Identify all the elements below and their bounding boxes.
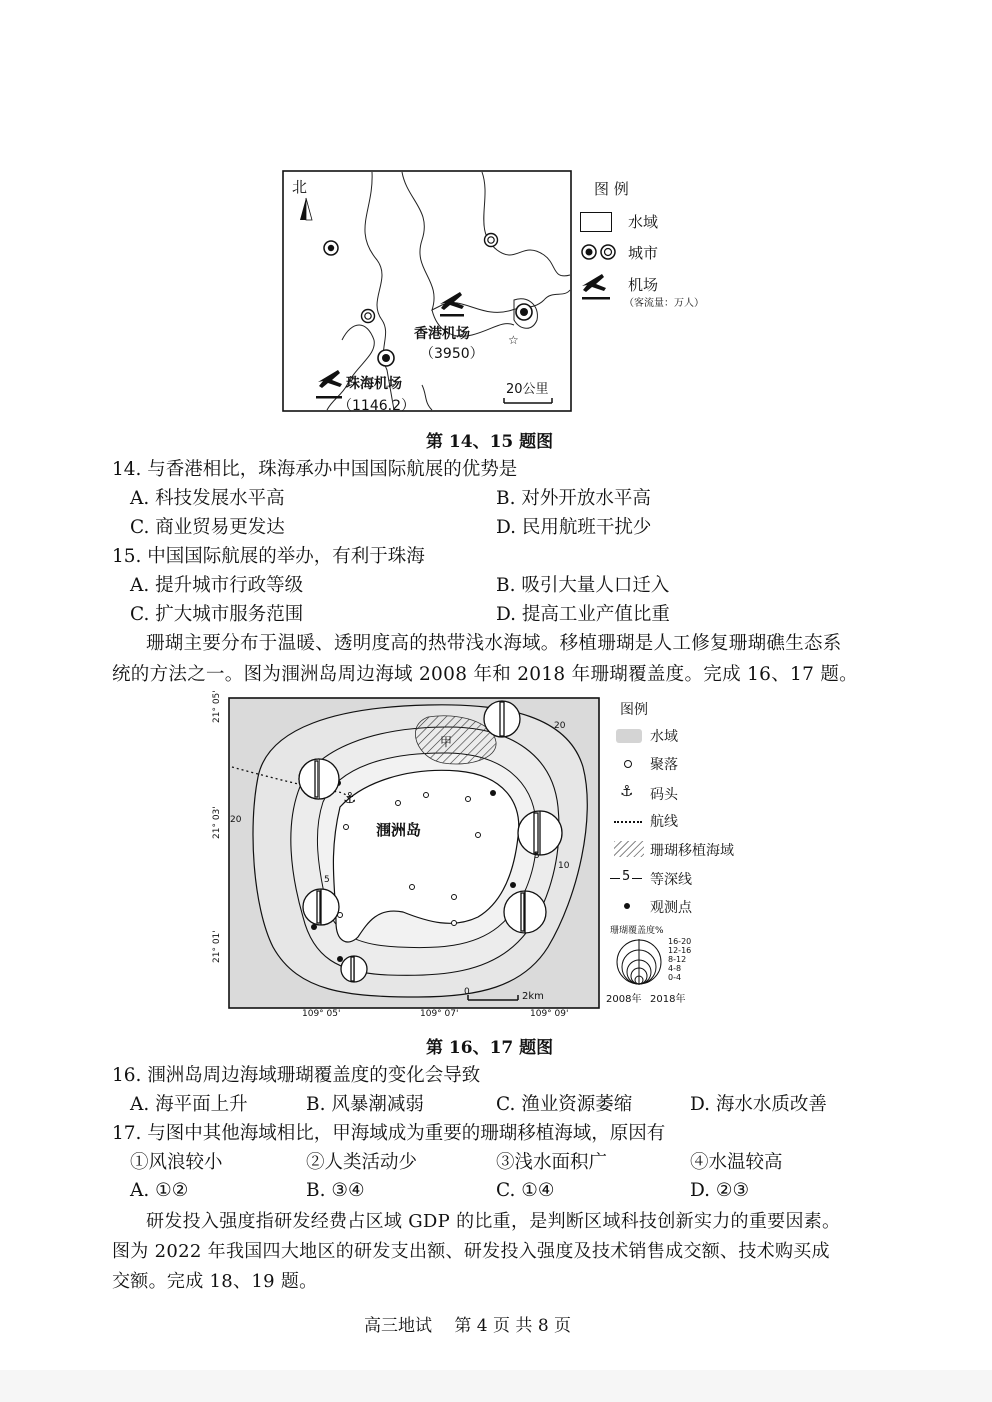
q16-stem: 16. 涠洲岛周边海域珊瑚覆盖度的变化会导致 xyxy=(112,1065,481,1086)
q17-stem: 17. 与图中其他海域相比，甲海域成为重要的珊瑚移植海域，原因有 xyxy=(112,1123,666,1144)
village-legend-icon xyxy=(624,760,632,768)
intro-18-19-line3: 交额。完成 18、19 题。 xyxy=(112,1271,318,1292)
q16-option-d: D. 海水水质改善 xyxy=(690,1094,827,1115)
q14-option-c: C. 商业贸易更发达 xyxy=(130,517,285,538)
contour-label-10: 10 xyxy=(558,861,570,871)
legend-title: 图 例 xyxy=(594,180,629,198)
city-legend-icon xyxy=(580,242,620,262)
figure-16-17-map xyxy=(212,690,600,1019)
q16-option-c: C. 渔业资源萎缩 xyxy=(496,1094,633,1115)
coverage-class-3: 8-12 xyxy=(668,955,687,964)
q15-option-a: A. 提升城市行政等级 xyxy=(130,575,304,596)
legend2-village: 聚落 xyxy=(650,757,678,773)
jia-label: 甲 xyxy=(440,735,453,749)
q17-item-3: ③浅水面积广 xyxy=(496,1152,608,1173)
island-label: 涠洲岛 xyxy=(376,821,422,839)
contour-label-20-top: 20 xyxy=(554,721,566,731)
obs-legend-icon xyxy=(624,903,630,909)
water-swatch xyxy=(580,212,612,232)
scale-2km: 2km xyxy=(522,991,544,1002)
lat-label-1: 21° 05' xyxy=(212,690,222,723)
q17-item-2: ②人类活动少 xyxy=(306,1152,418,1173)
hk-airport-label: 香港机场 xyxy=(414,326,470,342)
legend-airport-note: （客流量：万人） xyxy=(624,298,704,309)
contour-legend-num: 5 xyxy=(622,869,631,884)
q14-option-d: D. 民用航班干扰少 xyxy=(496,517,652,538)
figure-16-17-legend xyxy=(606,697,776,1009)
legend2-pier: 码头 xyxy=(650,787,678,803)
year-2018-label: 2018年 xyxy=(650,994,686,1005)
pier-legend-icon: ⚓ xyxy=(620,782,634,800)
legend2-route: 航线 xyxy=(650,814,678,830)
contour-label-5-left: 5 xyxy=(324,875,330,885)
water-swatch-2 xyxy=(616,729,642,743)
legend-city: 城市 xyxy=(628,244,659,262)
hk-airport-value: （3950） xyxy=(420,346,484,362)
coverage-class-4: 4-8 xyxy=(668,964,682,973)
q14-stem: 14. 与香港相比，珠海承办中国国际航展的优势是 xyxy=(112,459,518,480)
contour-label-20-left: 20 xyxy=(230,815,242,825)
figure-14-15-legend xyxy=(578,176,718,316)
q15-stem: 15. 中国国际航展的举办，有利于珠海 xyxy=(112,546,425,567)
lon-label-3: 109° 09' xyxy=(530,1009,569,1019)
svg-text:☆: ☆ xyxy=(508,333,519,347)
figure-14-15-caption: 第 14、15 题图 xyxy=(426,432,554,452)
legend-water: 水域 xyxy=(628,213,659,231)
q14-option-b: B. 对外开放水平高 xyxy=(496,488,651,509)
q15-option-d: D. 提高工业产值比重 xyxy=(496,604,670,625)
q17-option-b: B. ③④ xyxy=(306,1180,365,1201)
q16-option-a: A. 海平面上升 xyxy=(130,1094,248,1115)
scale-label: 20公里 xyxy=(506,382,549,397)
legend2-contour: 等深线 xyxy=(650,872,692,888)
q14-option-a: A. 科技发展水平高 xyxy=(130,488,285,509)
q15-option-b: B. 吸引大量人口迁入 xyxy=(496,575,670,596)
north-label: 北 xyxy=(292,178,308,196)
intro-16-17-line2: 统的方法之一。图为涠洲岛周边海域 2008 年和 2018 年珊瑚覆盖度。完成 16、17 题。 xyxy=(112,664,858,685)
legend2-transplant: 珊瑚移植海域 xyxy=(650,843,734,859)
legend2-water: 水域 xyxy=(650,729,678,745)
transplant-legend-icon xyxy=(614,841,644,857)
lat-label-2: 21° 03' xyxy=(212,806,222,839)
bottom-strip xyxy=(0,1370,992,1402)
q16-option-b: B. 风暴潮减弱 xyxy=(306,1094,424,1115)
scale-zero: 0 xyxy=(464,987,470,997)
legend2-obs: 观测点 xyxy=(650,900,692,916)
q17-item-1: ①风浪较小 xyxy=(130,1152,223,1173)
year-2008-label: 2008年 xyxy=(606,994,642,1005)
coverage-class-1: 16-20 xyxy=(668,937,692,946)
contour-label-5: 5 xyxy=(534,851,540,861)
intro-18-19-line2: 图为 2022 年我国四大地区的研发支出额、研发投入强度及技术销售成交额、技术购买成 xyxy=(112,1241,830,1262)
zh-airport-value: （1146.2） xyxy=(338,398,415,414)
lon-label-1: 109° 05' xyxy=(302,1009,341,1019)
route-legend-icon xyxy=(614,821,642,823)
contour-legend-line-right xyxy=(632,878,642,879)
contour-legend-line-left xyxy=(610,878,620,879)
q17-option-c: C. ①④ xyxy=(496,1180,555,1201)
q15-option-c: C. 扩大城市服务范围 xyxy=(130,604,304,625)
intro-16-17-line1: 珊瑚主要分布于温暖、透明度高的热带浅水海域。移植珊瑚是人工修复珊瑚礁生态系 xyxy=(146,633,842,654)
lon-label-2: 109° 07' xyxy=(420,1009,459,1019)
q17-option-a: A. ①② xyxy=(130,1180,189,1201)
legend2-title: 图例 xyxy=(620,702,648,718)
map-svg xyxy=(282,170,572,412)
intro-18-19-line1: 研发投入强度指研发经费占区域 GDP 的比重，是判断区域科技创新实力的重要因素。 xyxy=(146,1211,841,1232)
zh-airport-label: 珠海机场 xyxy=(346,376,402,392)
q17-option-d: D. ②③ xyxy=(690,1180,750,1201)
legend2-coverage: 珊瑚覆盖度% xyxy=(610,926,664,936)
page-footer: 高三地试 第 4 页 共 8 页 xyxy=(364,1316,572,1336)
lat-label-3: 21° 01' xyxy=(212,930,222,963)
pier-icon: ⚓ xyxy=(343,789,357,807)
figure-16-17-caption: 第 16、17 题图 xyxy=(426,1038,554,1058)
coverage-legend-icon xyxy=(614,935,664,987)
figure-14-15-map xyxy=(282,170,572,412)
airport-legend-icon xyxy=(580,274,616,302)
coverage-class-5: 0-4 xyxy=(668,973,682,982)
legend-airport: 机场 xyxy=(628,276,659,294)
coverage-class-2: 12-16 xyxy=(668,946,692,955)
island-map-svg xyxy=(228,697,600,1009)
q17-item-4: ④水温较高 xyxy=(690,1152,783,1173)
